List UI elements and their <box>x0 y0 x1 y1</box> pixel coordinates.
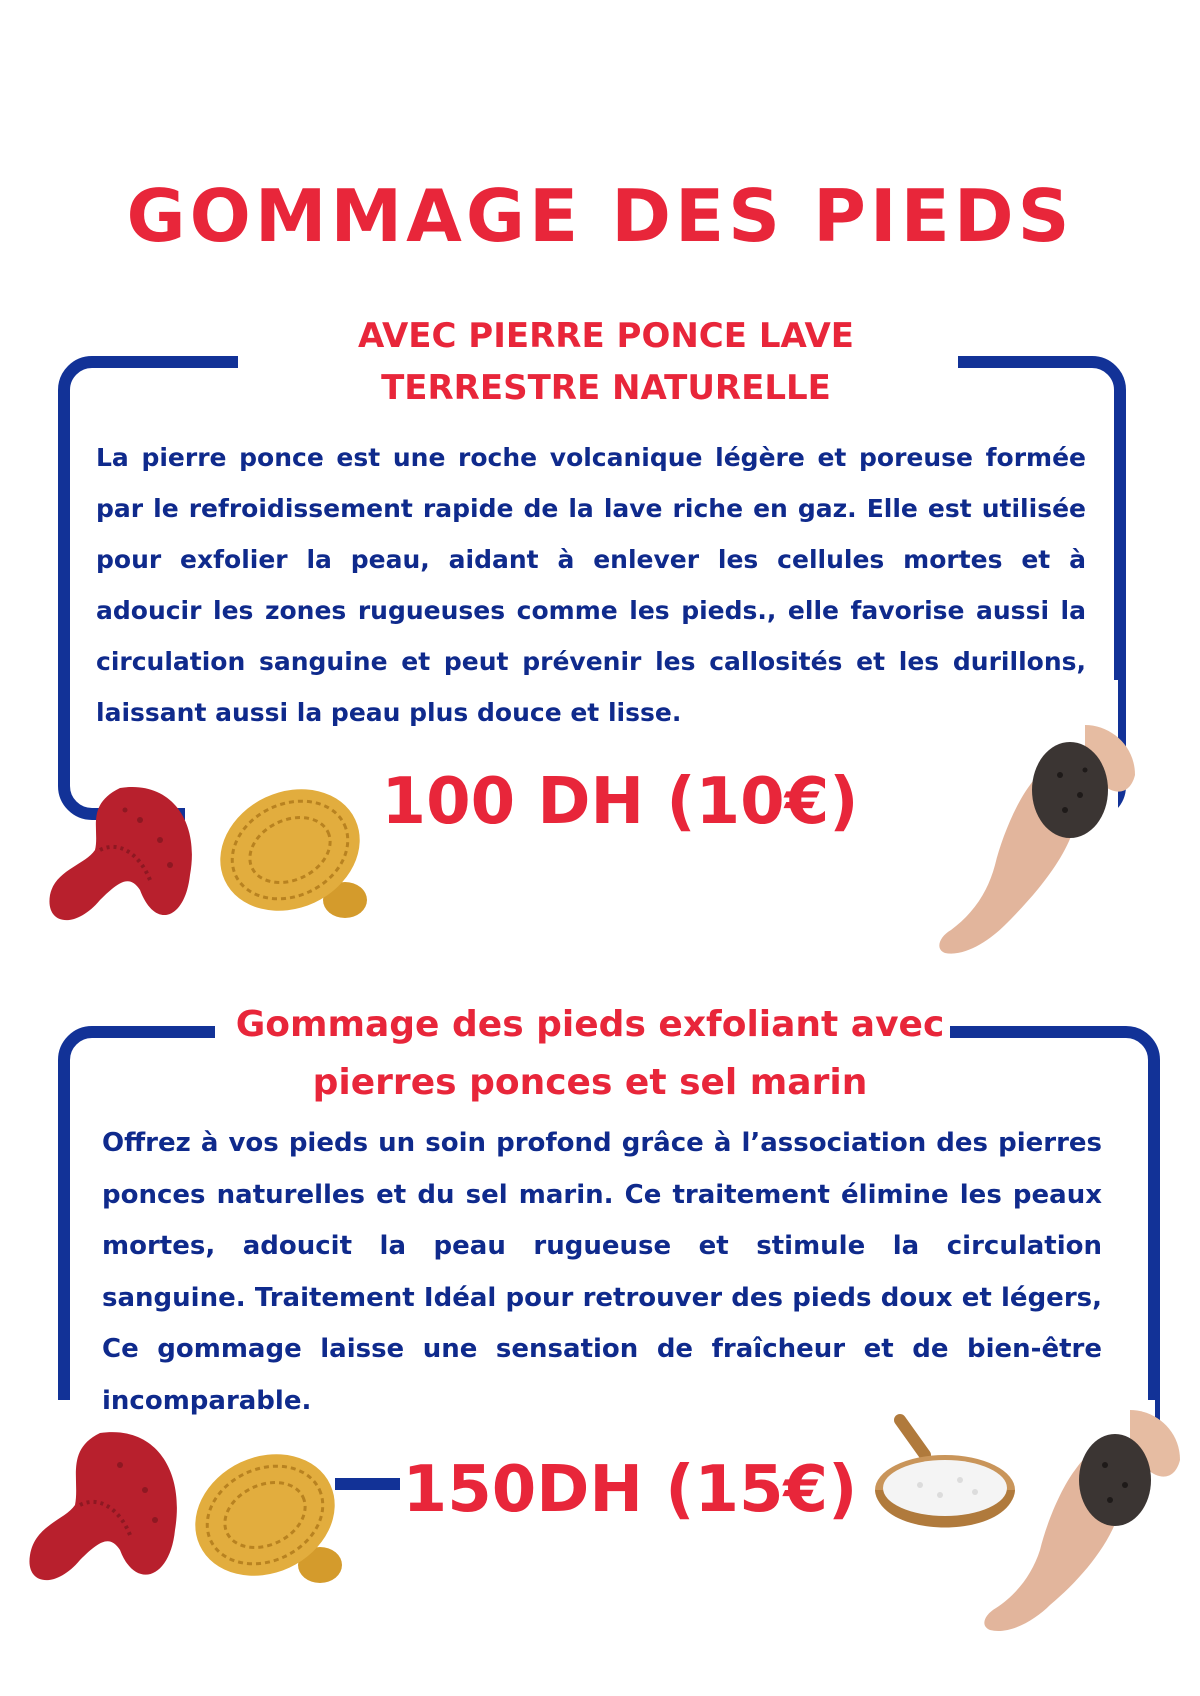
section-1-heading <box>300 310 912 414</box>
yellow-pumice-stone-image <box>205 780 375 940</box>
section-2-heading-line1: Gommage des pieds exfoliant avec <box>235 1004 945 1045</box>
yellow-pumice-stone-image-2 <box>180 1445 350 1605</box>
section-1-heading-line2: TERRESTRE NATURELLE <box>381 368 831 408</box>
section-2-description: Offrez à vos pieds un soin profond grâce à l’association des pierres ponces naturelles et du sel marin. Ce traitement élimine les peaux mortes, adoucit la peau rugueuse et stimule la circulation sanguine. Traitement Idéal pour retrouver des pieds doux et légers, Ce gommage laisse une sensation de fraîcheur et de bien-être incomparable. <box>102 1128 1102 1416</box>
foot-with-pumice-image <box>935 725 1145 975</box>
page-title: GOMMAGE DES PIEDS <box>126 174 1074 259</box>
red-pumice-stone-image-2 <box>20 1425 190 1605</box>
section-1-heading-line1: AVEC PIERRE PONCE LAVE <box>357 316 855 356</box>
red-pumice-stone-image <box>40 780 210 940</box>
section-1-price: 100 DH (10€) <box>370 770 870 834</box>
section-1-description: La pierre ponce est une roche volcanique légère et poreuse formée par le refroidissement rapide de la lave riche en gaz. Elle est utilisée pour exfolier la peau, aidant à enlever les cellules mortes et à adoucir les zones rugueuses comme les pieds., elle favorise aussi la circulation sanguine et peut prévenir les callosités et les durillons, laissant aussi la peau plus douce et lisse. <box>96 443 1086 727</box>
section-2-heading-line2: pierres ponces et sel marin <box>312 1062 868 1103</box>
foot-with-pumice-image-2 <box>980 1410 1190 1650</box>
section-2-price: 150DH (15€) <box>400 1458 860 1522</box>
section-2-heading <box>230 996 950 1112</box>
